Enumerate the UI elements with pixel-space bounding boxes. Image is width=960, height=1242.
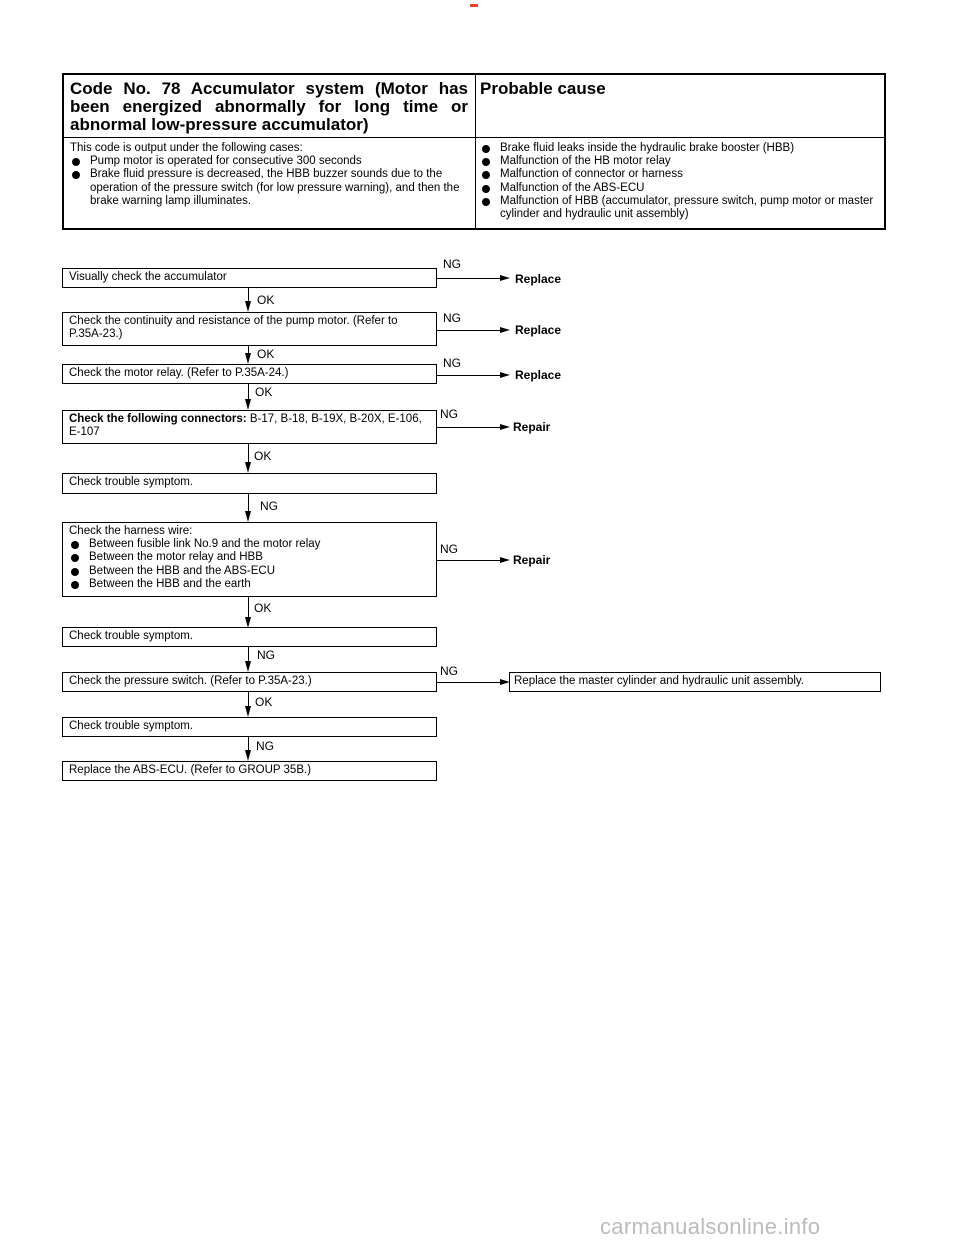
action-replace-master-cylinder: Replace the master cylinder and hydraulic unit assembly. [509,672,881,692]
ok-label: OK [254,449,272,463]
flow-step-replace-abs-ecu: Replace the ABS-ECU. (Refer to GROUP 35B.) [62,761,437,781]
ok-connector-line [248,597,249,617]
ok-connector-line [248,346,249,353]
harness-item: Between fusible link No.9 and the motor relay [69,538,430,551]
ng-label: NG [440,542,458,556]
right-arrow-icon [500,372,510,378]
down-arrow-icon [245,301,251,312]
ok-label: OK [255,385,273,399]
probable-cause-item: Malfunction of connector or harness [480,168,880,181]
down-arrow-icon [245,399,251,410]
ng-connector-line [437,560,501,561]
flow-step-trouble-symptom: Check trouble symptom. [62,473,437,494]
right-arrow-icon [500,275,510,281]
ng-connector-line [248,647,249,661]
bullet-icon [72,158,80,166]
bullet-icon [482,158,490,166]
bullet-icon [482,185,490,193]
ok-connector-line [248,692,249,706]
bullet-icon [71,554,79,562]
ng-connector-line [248,494,249,511]
probable-cause-list [480,142,880,221]
ok-connector-line [248,288,249,301]
bullet-icon [71,581,79,589]
action-repair: Repair [513,553,551,567]
down-arrow-icon [245,511,251,522]
description-case: Pump motor is operated for consecutive 300 seconds [70,155,465,168]
ng-connector-line [437,427,501,428]
table-column-divider [475,75,476,228]
ng-connector-line [437,682,501,683]
ng-label: NG [440,407,458,421]
flow-step-trouble-symptom: Check trouble symptom. [62,627,437,647]
ok-connector-line [248,384,249,399]
action-replace: Replace [515,272,562,286]
down-arrow-icon [245,661,251,672]
ok-label: OK [254,601,272,615]
bullet-icon [71,568,79,576]
code-description [70,142,465,208]
ng-label: NG [256,739,274,753]
flow-step-visual-check: Visually check the accumulator [62,268,437,288]
page-top-mark [470,4,478,7]
bullet-icon [72,171,80,179]
ok-connector-line [248,444,249,462]
ng-connector-line [437,330,501,331]
ng-label: NG [440,664,458,678]
code-title: Code No. 78 Accumulator system (Motor has been energized abnormally for long time or abnormal low-pressure accumulator) [70,79,468,134]
bullet-icon [482,145,490,153]
probable-cause-item: Brake fluid leaks inside the hydraulic brake booster (HBB) [480,142,880,155]
flow-step-harness-wire-check: Check the harness wire: Between fusible link No.9 and the motor relay Between the motor relay and HBB Between the HBB and the ABS-ECU Between the HBB and the earth [62,522,437,597]
down-arrow-icon [245,462,251,473]
watermark: carmanualsonline.info [600,1214,821,1239]
ng-connector-line [248,737,249,750]
action-replace: Replace [515,368,562,382]
action-repair: Repair [513,420,551,434]
probable-cause-item: Malfunction of the HB motor relay [480,155,880,168]
down-arrow-icon [245,353,251,364]
probable-cause-heading: Probable cause [480,79,606,98]
right-arrow-icon [500,424,510,430]
ng-label: NG [443,311,461,325]
flow-step-motor-relay-check: Check the motor relay. (Refer to P.35A-24.) [62,364,437,384]
ng-connector-line [437,375,501,376]
bullet-icon [71,541,79,549]
flow-step-connector-check: Check the following connectors: B-17, B-18, B-19X, B-20X, E-106, E-107 [62,410,437,444]
flow-step-trouble-symptom: Check trouble symptom. [62,717,437,737]
ng-label: NG [257,648,275,662]
flow-step-pressure-switch-check: Check the pressure switch. (Refer to P.35A-23.) [62,672,437,692]
right-arrow-icon [500,327,510,333]
ng-label: NG [260,499,278,513]
probable-cause-item: Malfunction of the ABS-ECU [480,182,880,195]
ng-label: NG [443,257,461,271]
harness-item: Between the HBB and the ABS-ECU [69,565,430,578]
down-arrow-icon [245,706,251,717]
harness-item: Between the motor relay and HBB [69,551,430,564]
ok-label: OK [257,293,275,307]
harness-item: Between the HBB and the earth [69,578,430,591]
right-arrow-icon [500,557,510,563]
description-intro: This code is output under the following cases: [70,142,303,154]
ok-label: OK [257,347,275,361]
ng-label: NG [443,356,461,370]
down-arrow-icon [245,750,251,761]
probable-cause-item: Malfunction of HBB (accumulator, pressure switch, pump motor or master cylinder and hydraulic unit assembly) [480,195,880,221]
table-row-divider [64,137,884,138]
action-replace: Replace [515,323,562,337]
ng-connector-line [437,278,501,279]
code-info-table [62,73,886,230]
description-case: Brake fluid pressure is decreased, the HBB buzzer sounds due to the operation of the pressure switch (for low pressure warning), and then the brake warning lamp illuminates. [70,168,465,208]
flow-step-pump-motor-check: Check the continuity and resistance of the pump motor. (Refer to P.35A-23.) [62,312,437,346]
bullet-icon [482,198,490,206]
ok-label: OK [255,695,273,709]
bullet-icon [482,171,490,179]
